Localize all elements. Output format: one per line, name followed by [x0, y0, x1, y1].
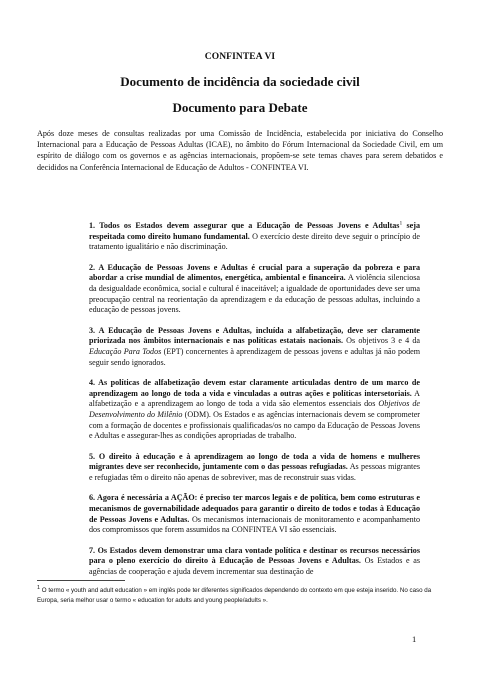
- theme-text: Os objetivos 3 e 4 da: [343, 336, 420, 346]
- theme-italic-term: Educação Para Todos: [89, 346, 162, 356]
- theme-text-continued: (EPT) concernentes à aprendizagem de pessoas jovens e adultas já não podem seguir sendo ignorados.: [89, 346, 420, 367]
- theme-item-5: [89, 452, 420, 484]
- theme-text: Os mecanismos internacionais de monitoramento e acompanhamento dos compromissos que forem assumidos na CONFINTEA VI são essenciais.: [89, 514, 421, 535]
- footnote-marker: 1: [37, 584, 41, 591]
- theme-heading: 7. Os Estados devem demonstrar uma clara vontade política e destinar os recursos necessários para o pleno exercício do direito à Educação de Pessoas Jovens e Adultas.: [89, 545, 420, 566]
- theme-heading: 1. Todos os Estados devem assegurar que a Educação de Pessoas Jovens e Adultas: [89, 221, 400, 230]
- theme-heading: 5. O direito à educação e à aprendizagem ao longo de toda a vida de homens e mulheres migrantes deve ser reconhecido, juntamente com o das pessoas refugiadas.: [89, 451, 420, 472]
- document-title: Documento de incidência da sociedade civil: [120, 74, 360, 89]
- theme-text-continued: (ODM). Os Estados e as agências internacionais devem se comprometer com a formação de docentes e profissionais qualificadas/os no campo da Educação de Pessoas Jovens e Adultas e assegurar-lhes as condições apropriadas de trabalho.: [89, 409, 420, 441]
- key-themes-list: [89, 221, 420, 588]
- theme-item-2: [89, 263, 420, 316]
- footnote-reference[interactable]: 1: [399, 220, 403, 227]
- theme-item-1: [89, 221, 420, 253]
- theme-text: Os Estados e as agências de cooperação e ajuda devem incrementar sua destinação de: [89, 556, 420, 577]
- theme-text: O exercício deste direito deve seguir o princípio de tratamento igualitário e não discriminação.: [89, 231, 421, 252]
- theme-heading: 3. A Educação de Pessoas Jovens e Adultas, incluída a alfabetização, deve ser claramente priorizada nos âmbitos internacionais e nas políticas estatais nacionais.: [89, 325, 420, 346]
- document-subtitle: Documento para Debate: [172, 100, 308, 115]
- theme-item-4: [89, 378, 420, 442]
- theme-text: A alfabetização e a aprendizagem ao longo de toda a vida são elementos essenciais dos: [89, 388, 420, 409]
- theme-text: As pessoas migrantes e refugiadas têm o direito não apenas de sobreviver, mas de reconstruir suas vidas.: [89, 462, 421, 482]
- theme-item-3: [89, 326, 420, 368]
- footnote: [37, 586, 443, 605]
- footnote-divider: [37, 580, 125, 581]
- theme-heading: 4. As políticas de alfabetização devem estar claramente articuladas dentro de um marco de aprendizagem ao longo de toda a vida e vinculadas a outras ações e políticas intersetoriais.: [89, 378, 420, 398]
- theme-italic-term: Objetivos de Desenvolvimento do Milênio: [89, 399, 420, 419]
- theme-item-7: [89, 546, 420, 578]
- page-number: 1: [412, 634, 417, 644]
- intro-paragraph: Após doze meses de consultas realizadas por uma Comissão de Incidência, estabelecida por iniciativa do Conselho Internacional para a Educação de Pessoas Adultas (ICAE), no âmbito do Fórum Internacional da Sociedade Civil, em um espírito de diálogo com os governos e as agências internacionais, propõem-se sete temas chaves para serem debatidos e decididos na Conferência Internacional de Educação de Adultos - CONFINTEA VI.: [37, 129, 443, 172]
- theme-heading-continued: seja respeitada como direito humano fundamental.: [89, 221, 420, 241]
- conference-name: CONFINTEA VI: [204, 52, 276, 62]
- theme-heading: 2. A Educação de Pessoas Jovens e Adultas é crucial para a superação da pobreza e para abordar a crise mundial de alimentos, energética, ambiental e financeira.: [89, 262, 420, 283]
- theme-text: A violência silenciosa da desigualdade econômica, social e cultural é inaceitável; a igualdade de oportunidades deve ser uma preocupação central na reorientação da aprendizagem e da educação de pessoas adultas, incluindo a educação de pessoas jovens.: [89, 273, 420, 315]
- footnote-text: O termo « youth and adult education » em inglês pode ter diferentes significados dependendo do contexto em que esteja inserido. No caso da Europa, seria melhor usar o termo « education for adults and young people/adults ».: [37, 587, 432, 604]
- theme-item-6: [89, 493, 420, 535]
- document-header: [0, 52, 480, 116]
- theme-heading: 6. Agora é necessária a AÇÃO: é preciso ter marcos legais e de política, bem como estruturas e mecanismos de governabilidade adequados para garantir o direito de todos e todas à Educação de Pessoas Jovens e Adultas.: [89, 493, 420, 524]
